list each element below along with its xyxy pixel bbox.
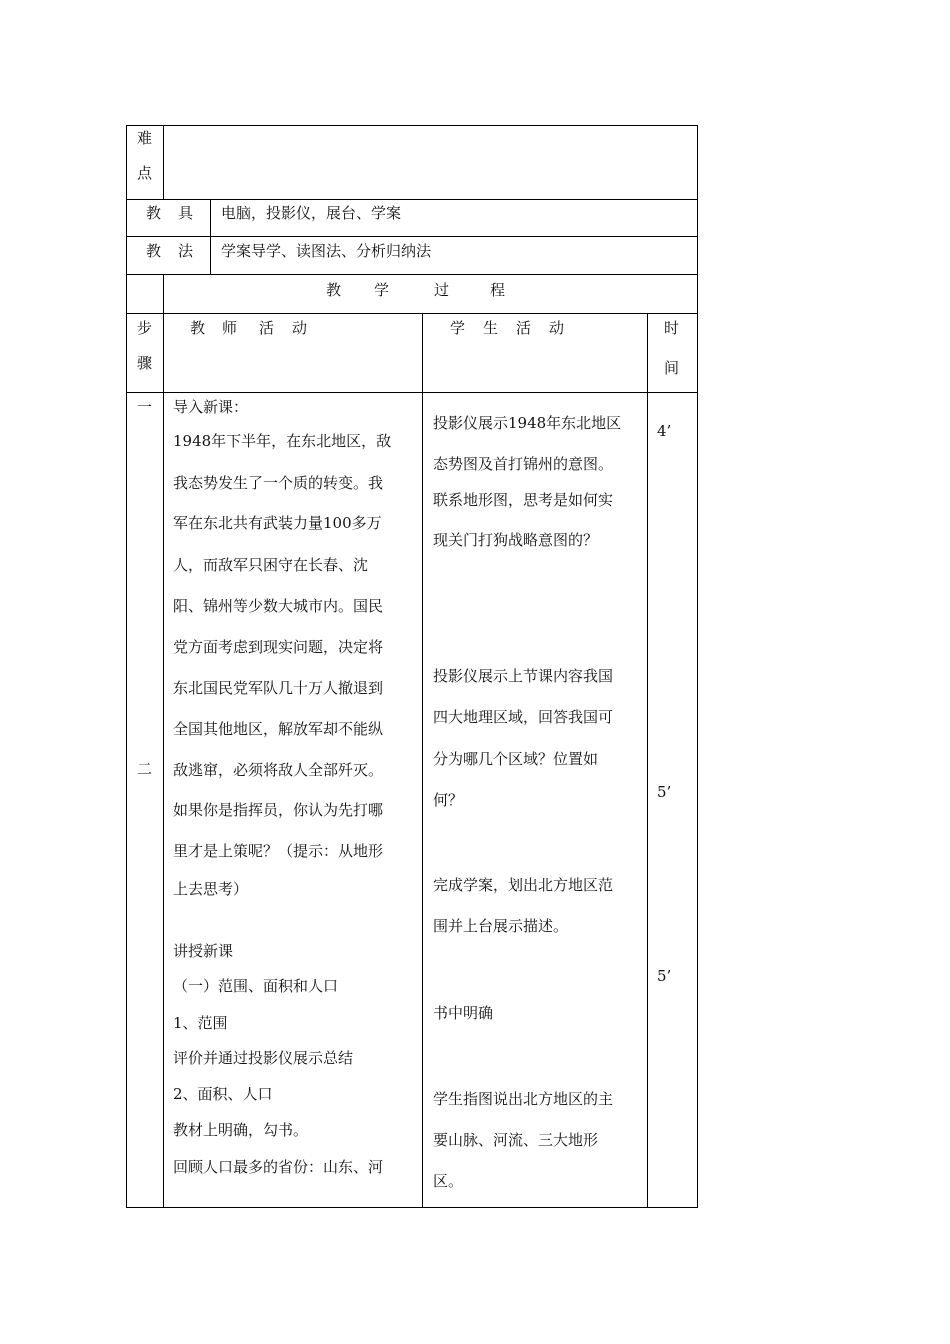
header-step-1: 步 bbox=[137, 319, 153, 337]
student-line: 要山脉、河流、三大地形 bbox=[433, 1131, 599, 1149]
teaching-tools-value: 电脑，投影仪，展台、学案 bbox=[221, 204, 402, 222]
table-border-right bbox=[697, 125, 698, 1208]
col-divider bbox=[163, 125, 164, 200]
teacher-line: 里才是上策呢？（提示：从地形 bbox=[173, 842, 384, 860]
difficulty-label-2: 点 bbox=[137, 164, 153, 182]
student-line: 围并上台展示描述。 bbox=[433, 917, 569, 935]
row-divider bbox=[126, 199, 698, 200]
teacher-line: 评价并通过投影仪展示总结 bbox=[173, 1049, 354, 1067]
teacher-line: 全国其他地区，解放军却不能纵 bbox=[173, 720, 384, 738]
header-time-1: 时 bbox=[664, 319, 680, 337]
time-value: 5’ bbox=[657, 967, 672, 985]
teacher-line: 敌逃窜，必须将敌人全部歼灭。 bbox=[173, 761, 384, 779]
row-divider bbox=[126, 313, 698, 314]
table-border-bottom bbox=[126, 1207, 698, 1208]
teacher-line: 如果你是指挥员，你认为先打哪 bbox=[173, 801, 384, 819]
student-line: 完成学案，划出北方地区范 bbox=[433, 876, 614, 894]
student-line: 投影仪展示1948年东北地区 bbox=[433, 414, 622, 432]
student-line: 学生指图说出北方地区的主 bbox=[433, 1090, 614, 1108]
header-student-3: 活 bbox=[516, 319, 532, 337]
col-divider bbox=[210, 199, 211, 275]
teacher-line: 1948年下半年，在东北地区，敌 bbox=[173, 432, 392, 450]
step-one: 一 bbox=[137, 398, 153, 416]
teacher-line: 导入新课： bbox=[173, 398, 249, 416]
student-line: 投影仪展示上节课内容我国 bbox=[433, 667, 614, 685]
header-teacher-2: 师 bbox=[222, 319, 238, 337]
teacher-line: 党方面考虑到现实问题，决定将 bbox=[173, 638, 384, 656]
teacher-line: 东北国民党军队几十万人撤退到 bbox=[173, 679, 384, 697]
teacher-line: 阳、锦州等少数大城市内。国民 bbox=[173, 597, 384, 615]
row-divider bbox=[126, 236, 698, 237]
col-divider bbox=[422, 313, 423, 1208]
row-divider bbox=[126, 392, 698, 393]
table-border-left bbox=[126, 125, 127, 1208]
teacher-line: 人，而敌军只困守在长春、沈 bbox=[173, 556, 369, 574]
teacher-line: 2、面积、人口 bbox=[173, 1085, 273, 1103]
process-title-1: 教 bbox=[326, 281, 342, 299]
process-title-3: 过 bbox=[434, 281, 450, 299]
teacher-line: 1、范围 bbox=[173, 1014, 228, 1032]
header-student-1: 学 bbox=[450, 319, 466, 337]
difficulty-label-1: 难 bbox=[137, 129, 153, 147]
header-student-4: 动 bbox=[549, 319, 565, 337]
header-teacher-1: 教 bbox=[190, 319, 206, 337]
student-line: 现关门打狗战略意图的？ bbox=[433, 531, 599, 549]
teaching-method-value: 学案导学、读图法、分析归纳法 bbox=[221, 242, 432, 260]
step-two: 二 bbox=[137, 760, 153, 778]
student-line: 何？ bbox=[433, 791, 464, 809]
header-teacher-3: 活 bbox=[259, 319, 275, 337]
time-value: 4’ bbox=[657, 422, 672, 440]
time-value: 5’ bbox=[657, 783, 672, 801]
teacher-line: 军在东北共有武装力量100多万 bbox=[173, 514, 382, 532]
student-line: 书中明确 bbox=[433, 1004, 494, 1022]
teaching-method-label-1: 教 bbox=[146, 242, 162, 260]
col-divider bbox=[647, 313, 648, 1208]
header-teacher-4: 动 bbox=[292, 319, 308, 337]
student-line: 分为哪几个区域？位置如 bbox=[433, 750, 599, 768]
process-title-2: 学 bbox=[374, 281, 390, 299]
student-line: 联系地形图，思考是如何实 bbox=[433, 491, 614, 509]
teacher-line: 讲授新课 bbox=[173, 942, 234, 960]
col-divider bbox=[163, 274, 164, 1208]
teacher-line: 教材上明确，勾书。 bbox=[173, 1121, 309, 1139]
header-step-2: 骤 bbox=[137, 354, 153, 372]
teacher-line: （一）范围、面积和人口 bbox=[173, 977, 339, 995]
student-line: 四大地理区域，回答我国可 bbox=[433, 708, 614, 726]
teaching-tools-label-2: 具 bbox=[178, 204, 194, 222]
table-border-top bbox=[126, 125, 698, 126]
student-line: 区。 bbox=[433, 1172, 464, 1190]
process-title-4: 程 bbox=[490, 281, 506, 299]
teacher-line: 上去思考） bbox=[173, 880, 249, 898]
row-divider bbox=[126, 274, 698, 275]
teacher-line: 回顾人口最多的省份：山东、河 bbox=[173, 1158, 384, 1176]
header-time-2: 间 bbox=[664, 359, 680, 377]
student-line: 态势图及首打锦州的意图。 bbox=[433, 455, 614, 473]
teacher-line: 我态势发生了一个质的转变。我 bbox=[173, 474, 384, 492]
teaching-tools-label-1: 教 bbox=[146, 204, 162, 222]
teaching-method-label-2: 法 bbox=[178, 242, 194, 260]
header-student-2: 生 bbox=[483, 319, 499, 337]
